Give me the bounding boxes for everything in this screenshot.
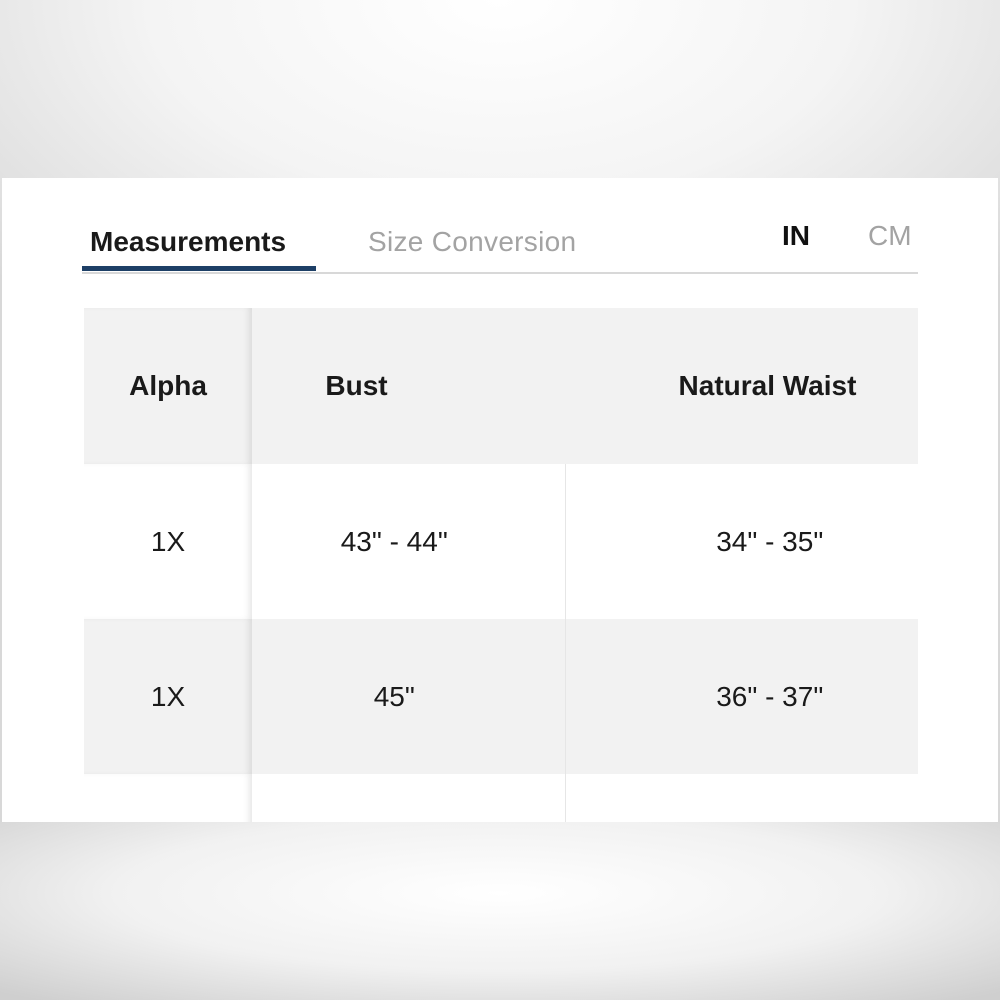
cell-bust: 45": [252, 619, 565, 774]
cell-bust: 43" - 44": [252, 464, 565, 619]
unit-toggle-in[interactable]: IN: [782, 220, 810, 251]
cell-alpha: 1X: [84, 464, 252, 619]
measurements-table: [84, 308, 918, 822]
tab-size-conversion[interactable]: Size Conversion: [368, 226, 577, 257]
cell-alpha: 1X: [84, 619, 252, 774]
size-chart-panel: [2, 178, 998, 822]
background-bottom: [0, 822, 1000, 1000]
tab-bar: [82, 178, 918, 274]
cell-natural-waist: [565, 774, 918, 822]
table-row: [84, 774, 918, 822]
table-row: [84, 619, 918, 774]
header-alpha: Alpha: [84, 308, 252, 464]
active-tab-indicator: [82, 266, 316, 271]
tab-measurements[interactable]: Measurements: [90, 226, 287, 257]
table-header-row: [84, 308, 918, 464]
cell-bust: [252, 774, 565, 822]
header-natural-waist: Natural Waist: [565, 308, 918, 464]
header-bust: Bust: [252, 308, 565, 464]
unit-toggle-cm[interactable]: CM: [868, 220, 912, 251]
cell-alpha: [84, 774, 252, 822]
cell-natural-waist: 36" - 37": [565, 619, 918, 774]
cell-natural-waist: 34" - 35": [565, 464, 918, 619]
table-row: [84, 464, 918, 619]
